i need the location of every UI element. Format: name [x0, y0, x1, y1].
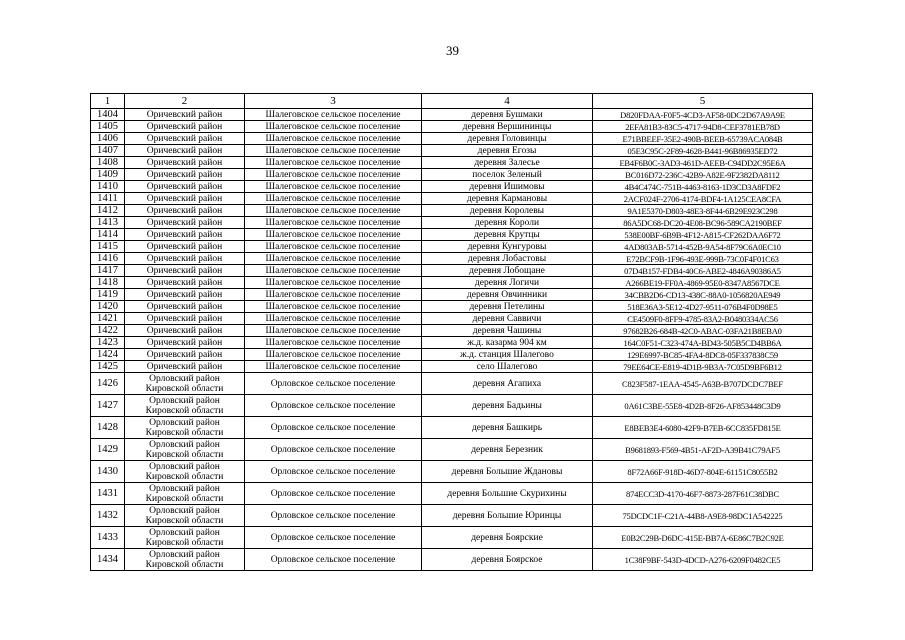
- settlement-name: Орловское сельское поселение: [245, 483, 422, 505]
- district-name: Оричевский район: [125, 217, 245, 229]
- district-name: Оричевский район: [125, 193, 245, 205]
- guid-code: EB4F6B0C-3AD3-461D-AEEB-C94DD2C95E6A: [593, 157, 813, 169]
- guid-code: E8BEB3E4-6080-42F9-B7EB-6CC835FD815E: [593, 417, 813, 439]
- settlement-name: Шалеговское сельское поселение: [245, 361, 422, 373]
- locality-name: деревня Логичи: [422, 277, 593, 289]
- district-name: Оричевский район: [125, 349, 245, 361]
- table-row: [91, 361, 813, 373]
- table-row: [91, 229, 813, 241]
- district-name: Оричевский район: [125, 277, 245, 289]
- district-name: Оричевский район: [125, 253, 245, 265]
- settlement-name: Шалеговское сельское поселение: [245, 217, 422, 229]
- guid-code: D820FDAA-F0F5-4CD3-AF58-0DC2D67A9A9E: [593, 109, 813, 121]
- table-row: [91, 157, 813, 169]
- table-row: [91, 417, 813, 439]
- settlements-table: [90, 93, 813, 571]
- row-number: 1424: [91, 349, 125, 361]
- settlement-name: Шалеговское сельское поселение: [245, 181, 422, 193]
- table-row: [91, 121, 813, 133]
- locality-name: деревня Кунгуровы: [422, 241, 593, 253]
- row-number: 1429: [91, 439, 125, 461]
- locality-name: деревня Лобощане: [422, 265, 593, 277]
- district-name: Орловский район Кировской области: [125, 527, 245, 549]
- district-name: Оричевский район: [125, 301, 245, 313]
- settlement-name: Шалеговское сельское поселение: [245, 289, 422, 301]
- settlement-name: Шалеговское сельское поселение: [245, 349, 422, 361]
- guid-code: E71BBEEF-35E2-490B-BEEB-65739ACA084B: [593, 133, 813, 145]
- locality-name: деревня Вершининцы: [422, 121, 593, 133]
- table-row: [91, 145, 813, 157]
- district-name: Оричевский район: [125, 133, 245, 145]
- settlement-name: Орловское сельское поселение: [245, 373, 422, 395]
- settlement-name: Шалеговское сельское поселение: [245, 313, 422, 325]
- settlement-name: Шалеговское сельское поселение: [245, 301, 422, 313]
- settlement-name: Шалеговское сельское поселение: [245, 145, 422, 157]
- header-col-2: 2: [125, 94, 245, 109]
- settlement-name: Шалеговское сельское поселение: [245, 109, 422, 121]
- district-name: Оричевский район: [125, 181, 245, 193]
- table-row: [91, 217, 813, 229]
- guid-code: 518E36A3-5E12-4D27-9511-076B4F0D98E5: [593, 301, 813, 313]
- guid-code: 97682B26-684B-42C0-ABAC-03FA21B8EBA0: [593, 325, 813, 337]
- guid-code: E72BCF9B-1F96-493E-999B-73C0F4F01C63: [593, 253, 813, 265]
- table-row: [91, 527, 813, 549]
- guid-code: E0B2C29B-D6DC-415E-BB7A-6E86C7B2C92E: [593, 527, 813, 549]
- settlement-name: Орловское сельское поселение: [245, 395, 422, 417]
- table-row: [91, 277, 813, 289]
- district-name: Оричевский район: [125, 313, 245, 325]
- row-number: 1425: [91, 361, 125, 373]
- locality-name: деревня Петелины: [422, 301, 593, 313]
- locality-name: деревня Бушмаки: [422, 109, 593, 121]
- row-number: 1434: [91, 549, 125, 571]
- table-header-row: [91, 94, 813, 109]
- settlement-name: Орловское сельское поселение: [245, 417, 422, 439]
- locality-name: деревня Головинцы: [422, 133, 593, 145]
- locality-name: деревня Башкирь: [422, 417, 593, 439]
- district-name: Оричевский район: [125, 109, 245, 121]
- guid-code: 05E3C95C-2F89-4628-B441-96B86935ED72: [593, 145, 813, 157]
- table-row: [91, 483, 813, 505]
- district-name: Оричевский район: [125, 289, 245, 301]
- district-name: Орловский район Кировской области: [125, 505, 245, 527]
- row-number: 1417: [91, 265, 125, 277]
- table-row: [91, 265, 813, 277]
- guid-code: 86A5DC68-DC20-4E08-BC96-589CA2190BEF: [593, 217, 813, 229]
- guid-code: 164C0F51-C323-474A-BD43-505B5CD4BB6A: [593, 337, 813, 349]
- locality-name: деревня Саввичи: [422, 313, 593, 325]
- row-number: 1419: [91, 289, 125, 301]
- district-name: Оричевский район: [125, 121, 245, 133]
- row-number: 1408: [91, 157, 125, 169]
- table-body: [91, 109, 813, 571]
- table-row: [91, 505, 813, 527]
- guid-code: 0A61C3BE-55E8-4D2B-8F26-AF853448C3D9: [593, 395, 813, 417]
- guid-code: 79EE64CE-E819-4D1B-9B3A-7C05D9BF6B12: [593, 361, 813, 373]
- locality-name: поселок Зеленый: [422, 169, 593, 181]
- guid-code: 2EFA81B3-83C5-4717-94D8-CEF3781EB78D: [593, 121, 813, 133]
- header-col-1: 1: [91, 94, 125, 109]
- locality-name: деревня Березник: [422, 439, 593, 461]
- locality-name: деревня Боярские: [422, 527, 593, 549]
- row-number: 1416: [91, 253, 125, 265]
- table-row: [91, 253, 813, 265]
- settlement-name: Шалеговское сельское поселение: [245, 253, 422, 265]
- locality-name: деревня Агапиха: [422, 373, 593, 395]
- table-row: [91, 325, 813, 337]
- guid-code: 75DCDC1F-C21A-44B8-A9E8-98DC1A542225: [593, 505, 813, 527]
- settlement-name: Шалеговское сельское поселение: [245, 133, 422, 145]
- district-name: Оричевский район: [125, 265, 245, 277]
- table-row: [91, 395, 813, 417]
- row-number: 1412: [91, 205, 125, 217]
- district-name: Орловский район Кировской области: [125, 417, 245, 439]
- row-number: 1409: [91, 169, 125, 181]
- locality-name: деревня Егозы: [422, 145, 593, 157]
- guid-code: 9A1E5370-D803-48E3-8F44-6B29E923C298: [593, 205, 813, 217]
- district-name: Оричевский район: [125, 145, 245, 157]
- locality-name: деревня Королевы: [422, 205, 593, 217]
- row-number: 1405: [91, 121, 125, 133]
- settlement-name: Шалеговское сельское поселение: [245, 277, 422, 289]
- district-name: Орловский район Кировской области: [125, 549, 245, 571]
- guid-code: 34CBB2D6-CD13-438C-88A0-1056820AE949: [593, 289, 813, 301]
- table-row: [91, 289, 813, 301]
- guid-code: 874ECC3D-4170-46F7-8873-287F61C38DBC: [593, 483, 813, 505]
- guid-code: CE4509F0-8FF9-4785-83A2-B0480334AC56: [593, 313, 813, 325]
- district-name: Оричевский район: [125, 229, 245, 241]
- locality-name: село Шалегово: [422, 361, 593, 373]
- guid-code: C823F587-1EAA-4545-A63B-B707DCDC7BEF: [593, 373, 813, 395]
- locality-name: ж.д. казарма 904 км: [422, 337, 593, 349]
- row-number: 1426: [91, 373, 125, 395]
- table-row: [91, 241, 813, 253]
- header-col-3: 3: [245, 94, 422, 109]
- table-row: [91, 313, 813, 325]
- row-number: 1410: [91, 181, 125, 193]
- locality-name: деревня Короли: [422, 217, 593, 229]
- row-number: 1418: [91, 277, 125, 289]
- locality-name: деревня Бадьины: [422, 395, 593, 417]
- settlement-name: Шалеговское сельское поселение: [245, 337, 422, 349]
- row-number: 1433: [91, 527, 125, 549]
- page-number: 39: [446, 43, 459, 58]
- table-row: [91, 349, 813, 361]
- row-number: 1421: [91, 313, 125, 325]
- locality-name: деревня Лобастовы: [422, 253, 593, 265]
- district-name: Оричевский район: [125, 205, 245, 217]
- guid-code: A266BE19-FF0A-4869-95E0-8347A8567DCE: [593, 277, 813, 289]
- table-row: [91, 337, 813, 349]
- table-row: [91, 439, 813, 461]
- guid-code: B9681893-F569-4B51-AF2D-A39B41C79AF5: [593, 439, 813, 461]
- settlement-name: Шалеговское сельское поселение: [245, 169, 422, 181]
- settlement-name: Орловское сельское поселение: [245, 505, 422, 527]
- settlement-name: Шалеговское сельское поселение: [245, 229, 422, 241]
- row-number: 1411: [91, 193, 125, 205]
- locality-name: деревня Большие Юринцы: [422, 505, 593, 527]
- guid-code: 07D4B157-FDB4-40C6-ABE2-4846A90386A5: [593, 265, 813, 277]
- locality-name: деревня Залесье: [422, 157, 593, 169]
- district-name: Орловский район Кировской области: [125, 461, 245, 483]
- guid-code: 4AD803AB-5714-452B-9A54-8F79C6A0EC10: [593, 241, 813, 253]
- table-row: [91, 133, 813, 145]
- settlement-name: Шалеговское сельское поселение: [245, 325, 422, 337]
- settlement-name: Шалеговское сельское поселение: [245, 157, 422, 169]
- district-name: Орловский район Кировской области: [125, 395, 245, 417]
- settlement-name: Орловское сельское поселение: [245, 439, 422, 461]
- locality-name: деревня Кармановы: [422, 193, 593, 205]
- district-name: Орловский район Кировской области: [125, 439, 245, 461]
- locality-name: деревня Боярское: [422, 549, 593, 571]
- row-number: 1420: [91, 301, 125, 313]
- district-name: Орловский район Кировской области: [125, 373, 245, 395]
- locality-name: деревня Крутцы: [422, 229, 593, 241]
- guid-code: BC016D72-236C-42B9-A82E-9F2382DA8112: [593, 169, 813, 181]
- settlement-name: Шалеговское сельское поселение: [245, 241, 422, 253]
- table-row: [91, 109, 813, 121]
- guid-code: 2ACF024F-2706-4174-BDF4-1A125CEA8CFA: [593, 193, 813, 205]
- locality-name: деревня Большие Скурихины: [422, 483, 593, 505]
- table-row: [91, 461, 813, 483]
- row-number: 1407: [91, 145, 125, 157]
- row-number: 1404: [91, 109, 125, 121]
- row-number: 1406: [91, 133, 125, 145]
- row-number: 1413: [91, 217, 125, 229]
- guid-code: 129E6997-BC85-4FA4-8DC8-05F337838C59: [593, 349, 813, 361]
- locality-name: ж.д. станция Шалегово: [422, 349, 593, 361]
- district-name: Оричевский район: [125, 241, 245, 253]
- guid-code: 538E00BF-6B9B-4F12-A815-CF262DAA6F72: [593, 229, 813, 241]
- settlement-name: Шалеговское сельское поселение: [245, 205, 422, 217]
- settlement-name: Орловское сельское поселение: [245, 461, 422, 483]
- table-row: [91, 181, 813, 193]
- row-number: 1427: [91, 395, 125, 417]
- guid-code: 8F72A66F-918D-46D7-804E-61151C8055B2: [593, 461, 813, 483]
- table-row: [91, 549, 813, 571]
- row-number: 1432: [91, 505, 125, 527]
- district-name: Оричевский район: [125, 325, 245, 337]
- header-col-4: 4: [422, 94, 593, 109]
- locality-name: деревня Овчинники: [422, 289, 593, 301]
- settlement-name: Шалеговское сельское поселение: [245, 193, 422, 205]
- settlement-name: Шалеговское сельское поселение: [245, 265, 422, 277]
- table-row: [91, 169, 813, 181]
- row-number: 1415: [91, 241, 125, 253]
- settlement-name: Орловское сельское поселение: [245, 549, 422, 571]
- header-col-5: 5: [593, 94, 813, 109]
- row-number: 1431: [91, 483, 125, 505]
- table-row: [91, 301, 813, 313]
- guid-code: 1C38F9BF-543D-4DCD-A276-6209F0482CE5: [593, 549, 813, 571]
- table-row: [91, 205, 813, 217]
- locality-name: деревня Чашины: [422, 325, 593, 337]
- row-number: 1414: [91, 229, 125, 241]
- district-name: Оричевский район: [125, 337, 245, 349]
- row-number: 1428: [91, 417, 125, 439]
- locality-name: деревня Большие Ждановы: [422, 461, 593, 483]
- locality-name: деревня Ишимовы: [422, 181, 593, 193]
- district-name: Оричевский район: [125, 169, 245, 181]
- district-name: Оричевский район: [125, 157, 245, 169]
- district-name: Орловский район Кировской области: [125, 483, 245, 505]
- district-name: Оричевский район: [125, 361, 245, 373]
- guid-code: 4B4C474C-751B-4463-8163-1D3CD3A8FDF2: [593, 181, 813, 193]
- row-number: 1423: [91, 337, 125, 349]
- settlement-name: Шалеговское сельское поселение: [245, 121, 422, 133]
- settlement-name: Орловское сельское поселение: [245, 527, 422, 549]
- row-number: 1430: [91, 461, 125, 483]
- table-row: [91, 373, 813, 395]
- table-row: [91, 193, 813, 205]
- row-number: 1422: [91, 325, 125, 337]
